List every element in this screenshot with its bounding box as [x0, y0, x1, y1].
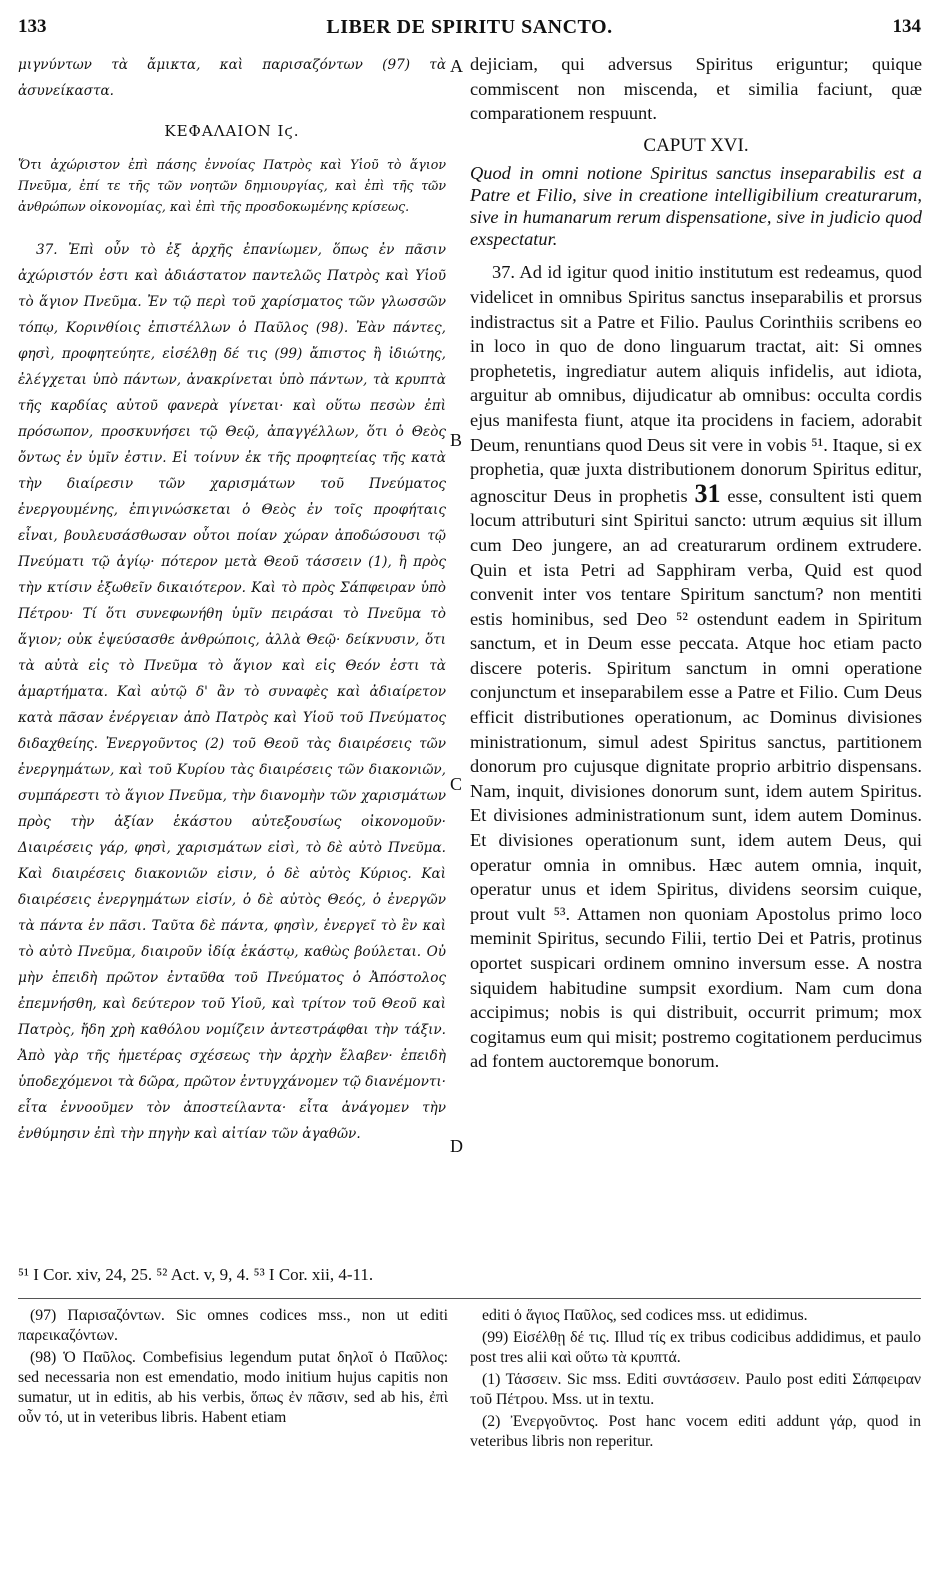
footnote: (2) Ἐνεργοῦντος. Post hanc vocem editi addunt γάρ, quod in veteribus libris non reperitur.: [470, 1413, 921, 1450]
greek-summary: Ὅτι ἀχώριστον ἐπὶ πάσης ἐννοίας Πατρὸς καὶ Υἱοῦ τὸ ἅγιον Πνεῦμα, ἐπί τε τῆς τῶν νοητῶν δημιουργίας, καὶ ἐπὶ τῆς τῶν ἀνθρώπων οἰκονομίας, καὶ ἐπὶ τῆς προσδοκωμένης κρίσεως.: [18, 157, 446, 214]
latin-intro: dejiciam, qui adversus Spiritus eriguntur; quique commiscent non miscenda, et similia faciunt, quæ comparationem respuunt.: [470, 54, 922, 124]
page-number-right: 134: [892, 16, 921, 37]
margin-letter-c: C: [450, 774, 463, 794]
footnotes-right: [470, 1306, 921, 1454]
running-header: [18, 16, 921, 44]
greek-paragraph: 37. Ἐπὶ οὖν τὸ ἐξ ἀρχῆς ἐπανίωμεν, ὅπως ἐν πᾶσιν ἀχώριστόν ἐστι καὶ ἀδιάστατον παντελῶς Πατρὸς καὶ Υἱοῦ τὸ ἅγιον Πνεῦμα. Ἐν τῷ περὶ τοῦ χαρίσματος τῶν γλωσσῶν τόπῳ, Κορινθίοις ἐπιστέλλων ὁ Παῦλος (98). Ἐὰν πάντες, φησὶ, προφητεύητε, εἰσέλθῃ δέ τις (99) ἄπιστος ἢ ἰδιώτης, ἐλέγχεται ὑπὸ πάντων, ἀνακρίνεται ὑπὸ πάντων, τὰ κρυπτὰ τῆς καρδίας αὐτοῦ φανερὰ γίνεται· καὶ οὕτω πεσὼν ἐπὶ πρόσωπον, προσκυνήσει τῷ Θεῷ, ἀπαγγέλλων, ὅτι ὁ Θεὸς ὄντως ἐν ὑμῖν ἐστιν. Εἰ τοίνυν ἐκ τῆς προφητείας τῆς κατὰ τὴν διαίρεσιν τῶν χαρισμάτων τοῦ Πνεύματος ἐνεργουμένης, ἐπιγινώσκεται ὁ Θεὸς ἐν τοῖς προφήταις εἶναι, βουλευσάσθωσαν οὗτοι ποίαν χώραν ἀποδώσουσι τῷ Πνεύματι τῷ ἁγίῳ· πότερον μετὰ Θεοῦ τάσσειν (1), ἢ πρὸς τὴν κτίσιν ἐξωθεῖν δικαιότερον. Καὶ τὸ πρὸς Σάπφειραν ὑπὸ Πέτρου· Τί ὅτι συνεφωνήθη ὑμῖν πειράσαι τὸ Πνεῦμα τὸ ἅγιον; οὐκ ἐψεύσασθε ἀνθρώποις, ἀλλὰ Θεῷ· δείκνυσιν, ὅτι τὰ αὐτὰ εἰς τὸ Πνεῦμα τὸ ἅγιον καὶ εἰς Θεόν ἐστι τὰ ἁμαρτήματα. Καὶ αὐτῷ δ' ἂν τὸ συναφὲς καὶ ἀδιαίρετον κατὰ πᾶσαν ἐνέργειαν ἀπὸ Πατρὸς καὶ Υἱοῦ τοῦ Πνεύματος διδαχθείης. Ἐνεργοῦντος (2) τοῦ Θεοῦ τὰς διαιρέσεις τῶν ἐνεργημάτων, καὶ τοῦ Κυρίου τὰς διαιρέσεις τῶν διακονιῶν, συμπάρεστι τὸ ἅγιον Πνεῦμα, τὴν διανομὴν τῶν χαρισμάτων πρὸς τὴν ἀξίαν ἑκάστου αὐτεξουσίως οἰκονομοῦν· Διαιρέσεις γάρ, φησὶ, χαρισμάτων εἰσὶ, τὸ δὲ αὐτὸ Πνεῦμα. Καὶ διαιρέσεις διακονιῶν εἰσιν, ὁ δὲ αὐτὸς Κύριος. Καὶ διαιρέσεις ἐνεργημάτων εἰσίν, ὁ δὲ αὐτὸς Θεός, ὁ ἐνεργῶν τὰ πάντα ἐν πᾶσι. Ταῦτα δὲ πάντα, φησὶν, ἐνεργεῖ τὸ ἓν καὶ τὸ αὐτὸ Πνεῦμα, διαιροῦν ἰδίᾳ ἑκάστῳ, καθὼς βούλεται. Οὐ μὴν ἐπειδὴ πρῶτον ἐνταῦθα τοῦ Πνεύματος ὁ Ἀπόστολος ἐπεμνήσθη, καὶ δεύτερον τοῦ Υἱοῦ, καὶ τρίτον τοῦ Θεοῦ καὶ Πατρὸς, ἤδη χρὴ καθόλου νομίζειν ἀντεστράφθαι τὴν τάξιν. Ἀπὸ γὰρ τῆς ἡμετέρας σχέσεως τὴν ἀρχὴν ἔλαβεν· ἐπειδὴ ὑποδεχόμενοι τὰ δῶρα, πρῶτον ἐντυγχάνομεν τῷ διανέμοντι· εἶτα ἐννοοῦμεν τὸν ἀποστείλαντα· εἶτα ἀνάγομεν τὴν ἐνθύμησιν ἐπὶ τὴν πηγὴν καὶ αἰτίαν τῶν ἀγαθῶν.: [18, 242, 446, 1142]
page-number-left: 133: [18, 16, 47, 37]
latin-column: [470, 52, 922, 1074]
latin-paragraph-part-1: 37. Ad id igitur quod initio institutum est redeamus, quod videlicet in omnibus Spiritus sanctus inseparabilis et prorsus indistractus sit a Patre et Filio. Paulus Corinthiis scribens eo in loco in quo de dono linguarum tractat, ait: Si omnes prophetetis, ingrediatur autem aliquis infidelis, aut idiota, arguitur ab omnibus, dijudicatur ab omnibus: occulta cordis ejus manifesta fiunt, atque ita procidens in faciem, adorabit Deum, renuntians quod Deus sit vere in vobis ⁵¹. Itaque, si ex prophetia, quæ juxta distributionem donorum Spiritus editur, agnoscitur Deus in prophetis: [470, 262, 922, 506]
running-title: LIBER DE SPIRITU SANCTO.: [326, 16, 613, 38]
margin-letter-b: B: [450, 430, 463, 450]
footnote-divider: [18, 1298, 921, 1299]
latin-paragraph-part-2: esse, consultent isti quem locum attributuri sint Spiritui sancto: utrum æquius sit illum cum Deo jungere, an ad creaturarum ordinem extrudere. Quin et ista Petri ad Sapphiram verba, Quid est quod convenit inter vos tentare Spiritum sanctum? non mentiti estis hominibus, sed Deo ⁵² ostendunt eadem in Spiritum sanctum, et in Deum esse peccata. Atque hoc etiam pacto discere poteris. Spiritum sanctum in omni operatione conjunctum et inseparabilem esse a Patre et Filio. Cum Deus efficit distributiones operationum, ac Dominus divisiones ministrationum, simul adest Spiritus sanctus, partitionem donorum pro cujusque dignitate proprio arbitrio dispensans. Nam, inquit, divisiones donorum sunt, idem autem Spiritus. Et divisiones administrationum sunt, idem autem Dominus. Et divisiones operationum sunt, idem autem Deus, qui operatur omnia in omnibus. Hæc autem omnia, inquit, operatur unus et idem Spiritus, dividens seorsim cuique, prout vult ⁵³. Attamen non quoniam Apostolus primo loco meminit Spiritus, secundo Filii, tertio Dei et Patris, protinus oportet suspicari ordinem omnino inversum esse. A nostra siquidem habitudine sumpsit exordium. Nam cum dona accipimus; nobis is qui distribuit, occurrit primum; mox cogitamus eum qui misit; postremo cogitationem perducimus ad fontem auctoremque bonorum.: [470, 485, 923, 1072]
footnotes-left: [18, 1306, 448, 1430]
greek-chapter-heading: ΚΕΦΑΛΑΙΟΝ Ιϛ.: [164, 122, 300, 140]
footnote: editi ὁ ἅγιος Παῦλος, sed codices mss. ut edidimus.: [482, 1307, 808, 1324]
margin-letter-d: D: [450, 1136, 463, 1156]
footnote: (1) Τάσσειν. Sic mss. Editi συντάσσειν. Paulo post editi Σάπφειραν τοῦ Πέτρου. Mss. ut in textu.: [470, 1371, 921, 1408]
column-number: 31: [694, 478, 721, 508]
greek-intro: μιγνύντων τὰ ἄμικτα, καὶ παρισαζόντων (97) τὰ ἀσυνείκαστα.: [18, 57, 446, 99]
scripture-references: ⁵¹ I Cor. xiv, 24, 25. ⁵² Act. v, 9, 4. ⁵³ I Cor. xii, 4-11.: [18, 1265, 374, 1284]
latin-summary: Quod in omni notione Spiritus sanctus inseparabilis est a Patre et Filio, sive in creatione intelligibilium creaturarum, sive in humanarum rerum dispensatione, sive in judicio quod exspectatur.: [470, 163, 922, 250]
latin-paragraph: [470, 260, 922, 1074]
latin-chapter-heading: CAPUT XVI.: [643, 134, 749, 156]
footnote: (97) Παρισαζόντων. Sic omnes codices mss., non ut editi παρεικαζόντων.: [18, 1307, 448, 1344]
footnote: (99) Εἰσέλθῃ δέ τις. Illud τίς ex tribus codicibus addidimus, et paulo post tres alii καὶ οὕτω τὰ κρυπτά.: [470, 1329, 921, 1366]
footnote: (98) Ὁ Παῦλος. Combefisius legendum putat δηλοῖ ὁ Παῦλος: sed necessaria non est emendatio, modo initium hujus capitis non sumatur, ut in editis, ab his verbis, ὅπως ἐν πᾶσιν, sed ab his, ἐπὶ οὖν τό, ut in veteribus libris. Habent etiam: [18, 1349, 448, 1426]
greek-column: [18, 52, 446, 1147]
margin-letter-a: A: [450, 56, 463, 76]
